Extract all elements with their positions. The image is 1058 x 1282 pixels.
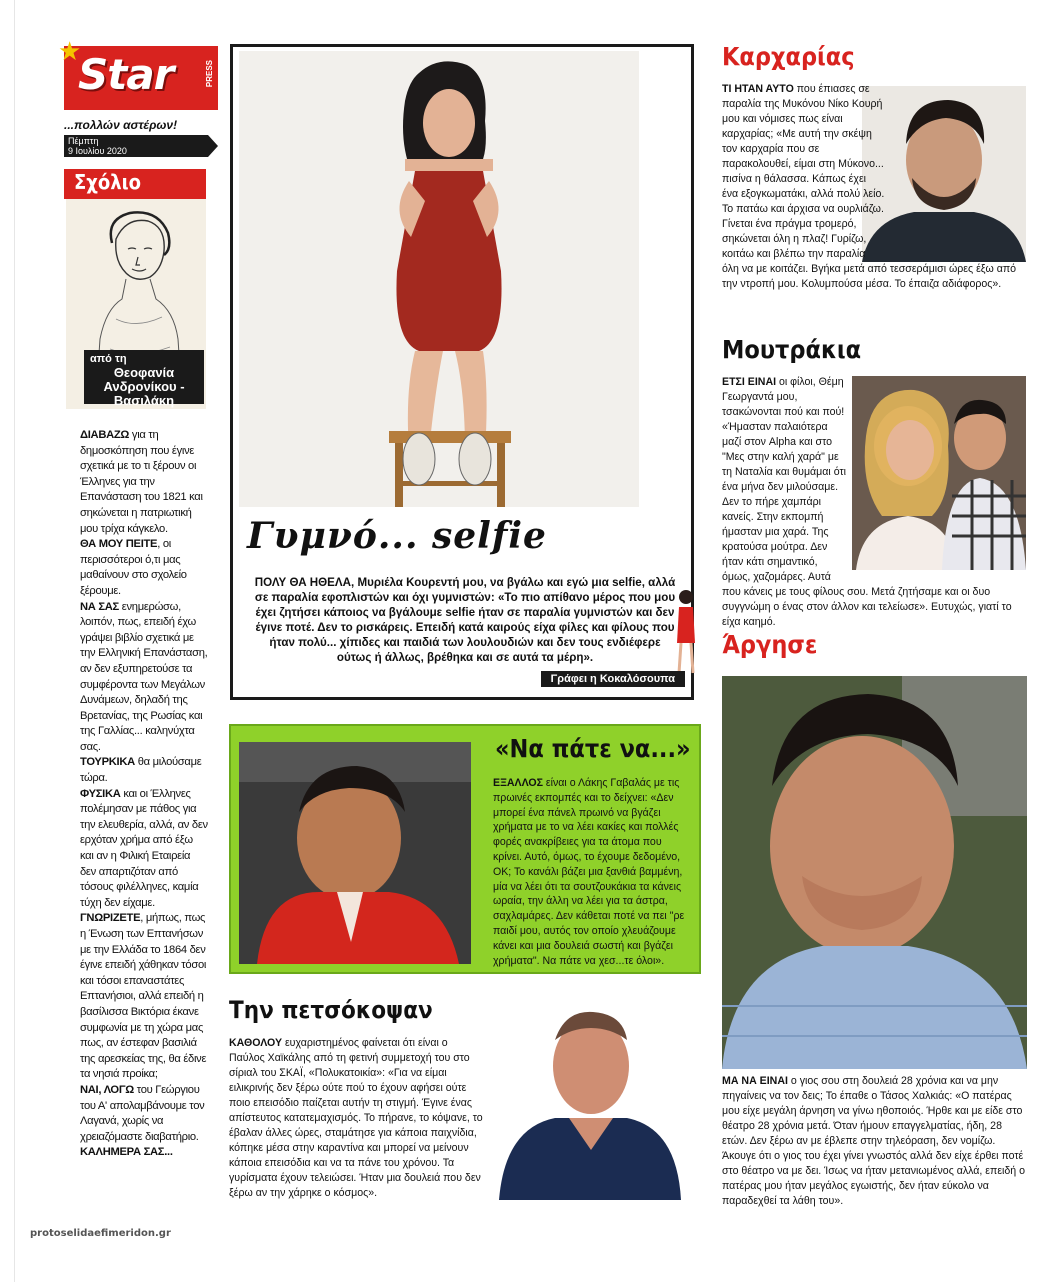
lakis-gavalas-photo (239, 742, 471, 964)
scholio-paragraph: ΤΟΥΡΚΙΚΑ θα μιλούσαμε τώρα. (80, 756, 202, 785)
author-box (84, 350, 204, 408)
logo-word: Star (78, 50, 174, 99)
author-prefix: από τη (90, 353, 127, 365)
green-title: «Να πάτε να...» (495, 734, 691, 763)
scholio-paragraph: ΚΑΛΗΜΕΡΑ ΣΑΣ... (80, 1146, 173, 1159)
scholio-paragraph: ΘΑ ΜΟΥ ΠΕΙΤΕ, οι περισσότεροι ό,τι μας μαθαίνουν στο σχολείο ξέρουμε. (80, 538, 187, 597)
date-label: 9 Ιουλίου 2020 (68, 146, 127, 156)
lakis-article-box (229, 724, 701, 974)
petso-article-text: ΚΑΘΟΛΟΥ ευχαριστημένος φαίνεται ότι είναι ο Παύλος Χαϊκάλης από τη φετινή συμμετοχή του στο σίριαλ του ΣΚΑΪ, «Πολυκατοικία»: «Για να είμαι ειλικρινής δεν ξέρω ούτε πού το έχουν αφήσει ούτε ποιο επεισόδιο παίζεται αυτήν τη στιγμή. Έγινε ένας απίστευτος κατατεμαχισμός. Το πήρανε, το κόψανε, το έβαλαν άλλες ώρες, σταμάτησε για κάποια παιχνίδια, κόπηκε μέσα στην καραντίνα και μπορεί να μείνουν κάποια επεισόδια και να τα πάνε του χρόνου. Τα γυρίσματα έχουν τελειώσει. Ήταν μια δουλειά που δεν ξέρω αν την χάρηκε ο κόσμος». (229, 1037, 483, 1199)
page-margin-line (14, 0, 15, 1282)
petso-title: Την πετσόκοψαν (229, 996, 433, 1024)
green-article-text: ΕΞΑΛΛΟΣ είναι ο Λάκης Γαβαλάς με τις πρωινές εκπομπές και το δείχνει: «Δεν μπορεί ένα πάνελ πρωινό να βγάζει χρήματα με το να λέει κακίες και πολλές φορές ανακρίβειες για τα άτομα που κρίνει. Αυτό, όμως, το έχουμε δεδομένο, ΟΚ; Το κανάλι βάζει μια ξανθιά βαμμένη, μία να λέει ότι τα σουτζουκάκια τα κάνεις ωραία, την άλλη να λέει για τα άστρα, σαχλαμάρες. Δεν κάθεται ποτέ να πει "ρε παιδί μου, αυτός τον οποίο χλευάζουμε κάνει και μια δουλειά σωστή και βγάζει χρήματα". Να πάτε να χεσ...τε όλοι». (493, 777, 685, 967)
date-box (64, 135, 208, 157)
scholio-paragraph: ΔΙΑΒΑΖΩ για τη δημοσκόπηση που έγινε σχετικά με το τι ξέρουν οι Έλληνες για την Επανάσταση του 1821 και σηκώνεται η πατριωτική μου τρίχα κάγκελο. (80, 429, 203, 535)
scholio-header: Σχόλιο (64, 169, 206, 199)
scholio-paragraph: ΦΥΣΙΚΑ και οι Έλληνες πολέμησαν με πάθος για την ελευθερία, αλλά, αν δεν ερχόταν χρήμα από έξω και αν η Φιλική Εταιρεία δεν απαρτιζόταν από τόσους φιλέλληνες, καμία τύχη δεν είχαμε. (80, 787, 208, 909)
author-name: Θεοφανία Ανδρονίκου - Βασιλάκη (103, 365, 185, 408)
woman-sitting-photo (239, 51, 639, 507)
columnist-byline: Γράφει η Κοκαλόσουπα (541, 671, 685, 687)
columnist-figure-image (671, 587, 701, 677)
tagline: ...πολλών αστέρων! (64, 118, 178, 132)
source-footer: protoselidaefimeridon.gr (30, 1228, 171, 1239)
argise-article-text: ΜΑ ΝΑ ΕΙΝΑΙ ο γιος σου στη δουλειά 28 χρόνια και να μην πηγαίνεις να τον δεις; Το έπαθε ο Τάσος Χαλκιάς: «Ο πατέρας μου είχε μεγάλη άρνηση να γίνω ηθοποιός. Ήρθε και με είδε στο θέατρο 28 χρόνια μετά. Όταν ήμουν επαγγελματίας, ήδη, 28 ετών. Δεν ξέρω αν με έβλεπε στην τηλεόραση, δεν νομίζω. Άκουγε ότι ο γιος του έχει γίνει γνωστός αλλά δεν είχε έρθει ποτέ στο θέατρο να με δει. Ίσως να ήταν μετανιωμένος αλλά, επειδή ο πατέρας μου ήταν μεγάλος εγωιστής, δεν ήταν εύκολο να παραδεχθεί τα λάθη του». (722, 1075, 1026, 1207)
argise-title: Άργησε (722, 630, 818, 659)
day-label: Πέμπτη (68, 136, 99, 146)
scholio-paragraph: ΝΑ ΣΑΣ ενημερώσω, λοιπόν, πως, επειδή έχω γράψει βιβλίο σχετικά με την Ελληνική Επανάσταση, αν δεν εξυπηρετούσε τα συμφέροντα των Μεγάλων Δυνάμεων, δηλαδή της Βρετανίας, της Ρωσίας και της Γαλλίας... καληνύχτα σας. (80, 600, 208, 753)
moutrakia-article-text: ΕΤΣΙ ΕΙΝΑΙ οι φίλοι, Θέμη Γεωργαντά μου, τσακώνονται πού και πού! «Ήμασταν παλαιότερα μαζί στον Alpha και στο "Μες στην καλή χαρά" με τη Ναταλία και θυμάμαι ότι ένα μήνα δεν μιλούσαμε. Δεν το πήρε χαμπάρι κανείς. Στην εκπομπή ήμασταν μια χαρά. Της κρατούσα μούτρα. Δεν ήταν κάτι σημαντικό, όμως, χαζομάρες. Αυτά που κάνεις με τους φίλους σου. Μετά ζητήσαμε και οι δυο συγγνώμη ο ένας στον άλλον και τελείωσε». Ευτυχώς, γιατί το είχα καημό. (722, 376, 1012, 628)
karcharias-title: Καρχαρίας (722, 42, 855, 71)
moutrakia-title: Μουτράκια (722, 335, 862, 364)
scholio-paragraph: ΝΑΙ, ΛΟΓΩ του Γεώργιου του Α' απολαμβάνουμε τον Λαγανά, χωρίς να χρειαζόμαστε διαβατήριο. (80, 1083, 205, 1143)
scholio-paragraph: ΓΝΩΡΙΖΕΤΕ, μήπως, πως η Ένωση των Επτανήσων με την Ελλάδα το 1864 δεν έγινε επειδή χάθηκαν τόσοι και τόσοι επαναστάτες Επτανήσιοι, αλλά επειδή η βασίλισσα Βικτόρια έκανε συμφωνία με τη χώρα μας πως, αν έστεφαν βασιλιά της αρεσκείας της, θα έδινε τα νησιά προίκα; (80, 912, 207, 1081)
star-press-logo (58, 36, 218, 110)
selfie-article-text: ΠΟΛΥ ΘΑ ΗΘΕΛΑ, Μυριέλα Κουρεντή μου, να βγάλω και εγώ μια selfie, αλλά σε παραλία εφοπλιστών και όχι γυμνιστών: «Το πιο απίθανο μέρος που μου έχει ζητήσει κάποιος να βγάλουμε selfie ήταν σε παραλία γυμνιστών και δεν έγινε ποτέ. Δεν το ρισκάρεις. Επειδή κατά καιρούς είχα φίλες και φίλους που ήταν πολύ... χίπιδες και παιδιά των λουλουδιών και δεν τους ενδιέφερε ούτως ή άλλως, βρέθηκα και σε αυτά τα μέρη». (254, 576, 676, 664)
selfie-article-box (230, 44, 694, 700)
karcharias-article-text: ΤΙ ΗΤΑΝ ΑΥΤΟ που έπιασες σε παραλία της Μυκόνου Νίκο Κουρή μου και νόμισες πως είναι καρχαρίας; «Με αυτή την σκέψη τον καρχαρία που σε παρακολουθεί, είμαι στη Μύκονο... πισίνα η θάλασσα. Κάπως έχει ένα εξογκωματάκι, αλλά πολύ λείο. Το πατάω και άρχισα να ουρλιάζω. Γίνεται ένα πράγμα τρομερό, σηκώνεται όλη η πλαζ! Γυρίζω, κοιτάω και βλέπω την παραλία όλη να με κοιτάζει. Βγήκα μετά από τεσσεράμισι ώρες έξω από την ντροπή μου. Κολυμπούσα μέσα. Το έπαιζα αδιάφορος». (722, 83, 1017, 290)
scholio-article (80, 428, 208, 1161)
logo-press: PRESS (205, 60, 214, 88)
star-icon: ★ (58, 36, 82, 66)
selfie-title: Γυμνό... selfie (247, 515, 547, 557)
tasos-chalkias-photo (722, 676, 1027, 1069)
pavlos-chaikalis-photo (495, 1000, 685, 1200)
